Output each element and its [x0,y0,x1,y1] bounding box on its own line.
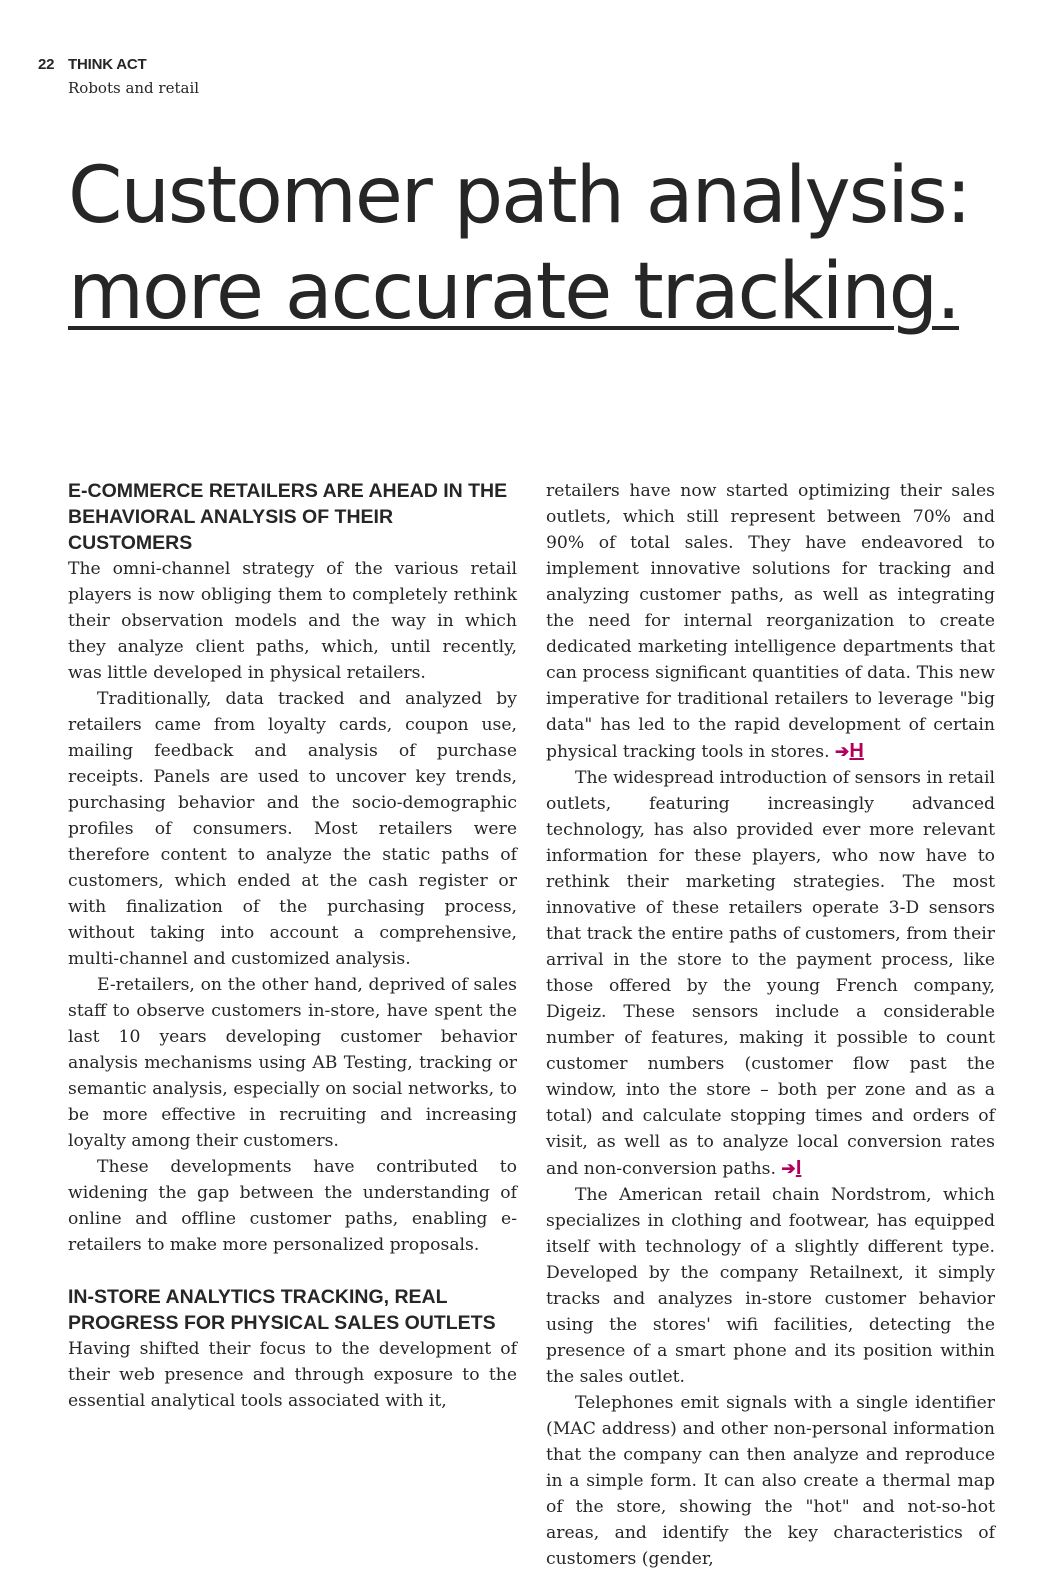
page-number: 22 [38,56,55,73]
section-subtitle: Robots and retail [68,79,200,97]
paragraph-split-end [546,478,995,765]
cross-reference-letter: H [849,740,864,762]
paragraph-text: retailers have now started optimizing their sales outlets, which still represent between 70% and 90% of total sales. They have endeavored to implement innovative solutions for tracking and analyzing customer paths, as well as integrating the need for internal reorganization to create dedicated marketing intelligence departments that can process significant quantities of data. This new imperative for traditional retailers to leverage "big data" has led to the rapid development of certain physical tracking tools in stores. [546,481,995,762]
title-line-2: more accurate tracking. [68,247,959,337]
paragraph [546,765,995,1182]
left-column [68,478,517,1414]
cross-reference-link[interactable]: ➔H [835,740,864,762]
title-line-1: Customer path analysis: [68,151,970,241]
publication-name: THINK ACT [68,56,147,73]
right-column [546,478,995,1572]
paragraph: Telephones emit signals with a single identifier (MAC address) and other non-personal information that the company can then analyze and reproduce in a simple form. It can also create a thermal map of the store, showing the "hot" and not-so-hot areas, and identify the key characteristics of customers (gender, [546,1393,995,1569]
section-heading-ecommerce: E-COMMERCE RETAILERS ARE AHEAD IN THE BEHAVIORAL ANALYSIS OF THEIR CUSTOMERS [68,480,508,554]
paragraph-text: The widespread introduction of sensors in retail outlets, featuring increasingly advanced technology, has also provided ever more relevant information for these players, who now have to rethink their marketing strategies. The most innovative of these retailers operate 3-D sensors that track the entire paths of customers, from their arrival in the store to the payment process, like those offered by the young French company, Digeiz. These sensors include a considerable number of features, making it possible to count customer numbers (customer flow past the window, into the store – both per zone and as a total) and calculate stopping times and orders of visit, as well as to analyze local conversion rates and non-conversion paths. [546,768,995,1179]
cross-reference-letter: I [795,1157,802,1179]
section-heading-instore: IN-STORE ANALYTICS TRACKING, REAL PROGRESS FOR PHYSICAL SALES OUTLETS [68,1286,496,1334]
running-head [38,56,199,73]
paragraph: These developments have contributed to widening the gap between the understanding of online and offline customer paths, enabling e-retailers to make more personalized proposals. [68,1157,517,1255]
paragraph: Traditionally, data tracked and analyzed by retailers came from loyalty cards, coupon use, mailing feedback and analysis of purchase receipts. Panels are used to uncover key trends, purchasing behavior and the socio-demographic profiles of consumers. Most retailers were therefore content to analyze the static paths of customers, which ended at the cash register or with finalization of the purchasing process, without taking into account a comprehensive, multi-channel and customized analysis. [68,689,517,969]
cross-reference-link[interactable]: ➔I [781,1157,802,1179]
paragraph: The American retail chain Nordstrom, which specializes in clothing and footwear, has equipped itself with technology of a slightly different type. Developed by the company Retailnext, it simply tracks and analyzes in-store customer behavior using the stores' wifi facilities, detecting the presence of a smart phone and its position within the sales outlet. [546,1185,995,1387]
paragraph: The omni-channel strategy of the various retail players is now obliging them to completely rethink their observation models and the way in which they analyze client paths, which, until recently, was little developed in physical retailers. [68,559,517,683]
page-title [68,148,1028,340]
paragraph-split-start: Having shifted their focus to the development of their web presence and through exposure to the essential analytical tools associated with it, [68,1339,517,1411]
paragraph: E-retailers, on the other hand, deprived of sales staff to observe customers in-store, have spent the last 10 years developing customer behavior analysis mechanisms using AB Testing, tracking or semantic analysis, especially on social networks, to be more effective in recruiting and increasing loyalty among their customers. [68,975,517,1151]
page-header [38,56,199,97]
